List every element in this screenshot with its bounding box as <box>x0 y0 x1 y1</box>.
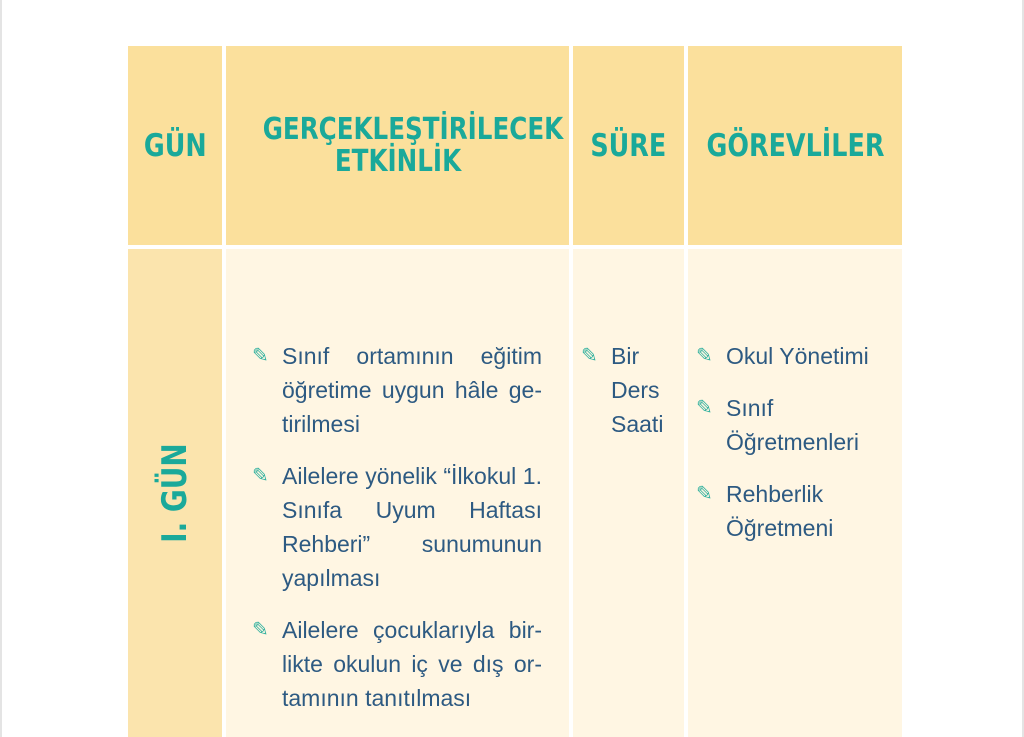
staff-item: ✎ Sınıf Öğretmenleri <box>696 391 896 459</box>
activity-item: ✎ Ailelere yönelik “İlkokul 1. Sınıfa Uyum Haftası Rehberi” sunumunun yapılması <box>252 459 542 595</box>
header-day-label: GÜN <box>143 127 207 164</box>
header-day <box>128 46 222 245</box>
header-activity <box>226 46 569 245</box>
activity-item: ✎ Sınıf ortamının eğitim öğretime uygun hâle ge-tirilmesi <box>252 339 542 441</box>
day-cell <box>128 249 222 737</box>
pencil-icon: ✎ <box>252 345 269 367</box>
header-staff <box>688 46 902 245</box>
day-label: I. GÜN <box>155 443 195 543</box>
pencil-icon: ✎ <box>696 397 713 419</box>
header-staff-label: GÖREVLİLER <box>706 127 884 164</box>
pencil-icon: ✎ <box>252 619 269 641</box>
duration-cell <box>573 249 684 737</box>
header-duration-label: SÜRE <box>590 127 667 164</box>
header-activity-label: GERÇEKLEŞTİRİLECEK ETKİNLİK <box>262 111 563 179</box>
header-duration <box>573 46 684 245</box>
activity-item: ✎ Ailelere çocuklarıyla bir-likte okulun iç ve dış or-tamının tanıtılması <box>252 613 542 715</box>
activity-cell <box>226 249 569 737</box>
staff-cell <box>688 249 902 737</box>
pencil-icon: ✎ <box>581 345 598 367</box>
pencil-icon: ✎ <box>252 465 269 487</box>
duration-item: ✎ Bir Ders Saati <box>581 339 676 441</box>
staff-item: ✎ Rehberlik Öğretmeni <box>696 477 896 545</box>
pencil-icon: ✎ <box>696 345 713 367</box>
staff-item: ✎ Okul Yönetimi <box>696 339 896 373</box>
pencil-icon: ✎ <box>696 483 713 505</box>
